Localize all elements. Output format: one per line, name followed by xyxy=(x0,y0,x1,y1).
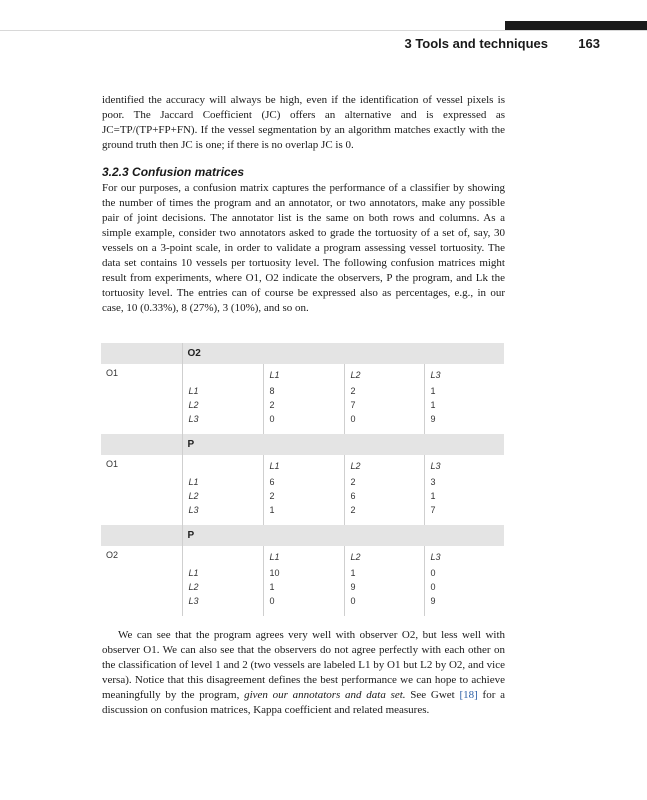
discussion-text-3: for a discussion on confusion matrices, Kappa coefficient and related measures. xyxy=(102,689,505,716)
citation-link[interactable]: [18] xyxy=(459,689,478,701)
matrix-value: 9 xyxy=(350,582,356,592)
chapter-title: 3 Tools and techniques xyxy=(404,36,548,51)
matrix-header-row xyxy=(101,525,504,546)
column-level-label: L2 xyxy=(350,461,361,471)
header-bar xyxy=(505,21,647,30)
paragraph-jaccard: identified the accuracy will always be high, even if the identification of vessel pixels is poor. The Jaccard Coefficient (JC) offers an alternative and is expressed as JC=TP/(TP+FP+FN). If the vessel segmentation by an algorithm matches exactly with the ground truth then JC is one; if there is no overlap JC is 0. xyxy=(102,94,505,151)
matrix-value: 6 xyxy=(350,491,356,501)
column-level-label: L1 xyxy=(269,370,280,380)
matrix-body-row xyxy=(101,546,504,616)
row-level-label: L3 xyxy=(188,414,199,424)
matrix-value: 9 xyxy=(430,414,436,424)
column-observer-label: O2 xyxy=(182,343,504,364)
matrix-value: 2 xyxy=(350,386,356,396)
column-level-label: L1 xyxy=(269,552,280,562)
matrix-header-row xyxy=(101,343,504,364)
matrix-header-row xyxy=(101,434,504,455)
row-observer-label: O1 xyxy=(101,364,182,434)
matrix-value: 3 xyxy=(430,477,436,487)
column-level-label: L3 xyxy=(430,552,441,562)
row-observer-label: O1 xyxy=(101,455,182,525)
matrix-value: 2 xyxy=(350,505,356,515)
column-level-label: L3 xyxy=(430,370,441,380)
matrix-value: 1 xyxy=(350,568,356,578)
column-level-label: L2 xyxy=(350,552,361,562)
row-level-label: L3 xyxy=(188,505,199,515)
row-level-label: L1 xyxy=(188,386,199,396)
matrix-value: 0 xyxy=(350,596,356,606)
discussion-text: We can see that the program agrees very well with observer O2, but less well with observer O1. We can also see that the observers do not agree perfectly with each other on the classification of level 1 and 2 (two vessels are labeled L1 by O1 but L2 by O2, and vice versa). Notice that this disagreement defines the best performance we can hope to achieve meaningfully by the program, xyxy=(102,629,505,701)
matrix-value: 1 xyxy=(430,386,436,396)
row-observer-label: O2 xyxy=(101,546,182,616)
matrix-value: 0 xyxy=(269,596,275,606)
row-level-label: L2 xyxy=(188,582,199,592)
column-observer-label: P xyxy=(182,434,504,455)
page-number: 163 xyxy=(578,36,600,51)
matrix-value: 1 xyxy=(430,491,436,501)
matrix-body-row xyxy=(101,455,504,525)
row-level-label: L1 xyxy=(188,477,199,487)
matrix-value: 0 xyxy=(269,414,275,424)
matrix-value: 6 xyxy=(269,477,275,487)
paragraph-discussion xyxy=(102,628,505,718)
header-rule xyxy=(0,30,647,31)
matrix-value: 0 xyxy=(430,568,436,578)
matrix-value: 1 xyxy=(269,505,275,515)
matrix-value: 2 xyxy=(350,477,356,487)
discussion-text-2: See Gwet xyxy=(405,689,460,701)
section-title: 3.2.3 Confusion matrices xyxy=(102,165,245,179)
matrix-value: 1 xyxy=(430,400,436,410)
header-empty-cell xyxy=(101,525,182,546)
matrix-value: 0 xyxy=(350,414,356,424)
matrix-value: 2 xyxy=(269,400,275,410)
header-empty-cell xyxy=(101,434,182,455)
matrix-body-row xyxy=(101,364,504,434)
column-level-label: L3 xyxy=(430,461,441,471)
matrix-value: 2 xyxy=(269,491,275,501)
paragraph-confusion: For our purposes, a confusion matrix captures the performance of a classifier by showing the number of times the program and an annotator, or two annotators, make any possible pair of joint decisions. The annotator list is the same on both rows and columns. As a simple example, consider two annotators asked to grade the tortuosity of a set of, say, 30 vessels on a 3-point scale, in order to validate a program assessing vessel tortuosity. The data set contains 10 vessels per tortuosity level. The following confusion matrices might result from experiments, where O1, O2 indicate the observers, P the program, and Lk the tortuosity level. The entries can of course be expressed also as percentages, e.g., in our case, 10 (0.33%), 8 (27%), 3 (10%), and so on. xyxy=(102,182,505,314)
header-empty-cell xyxy=(101,343,182,364)
discussion-emphasis: given our annotators and data set. xyxy=(244,689,406,701)
matrix-value: 9 xyxy=(430,596,436,606)
row-level-label: L3 xyxy=(188,596,199,606)
row-level-label: L1 xyxy=(188,568,199,578)
column-level-label: L2 xyxy=(350,370,361,380)
matrix-value: 7 xyxy=(350,400,356,410)
matrix-value: 1 xyxy=(269,582,275,592)
row-level-label: L2 xyxy=(188,400,199,410)
matrix-value: 10 xyxy=(269,568,280,578)
column-level-label: L1 xyxy=(269,461,280,471)
matrix-value: 7 xyxy=(430,505,436,515)
column-observer-label: P xyxy=(182,525,504,546)
matrix-value: 0 xyxy=(430,582,436,592)
confusion-matrices-table xyxy=(101,343,504,616)
matrix-value: 8 xyxy=(269,386,275,396)
row-level-label: L2 xyxy=(188,491,199,501)
running-header xyxy=(404,36,600,51)
